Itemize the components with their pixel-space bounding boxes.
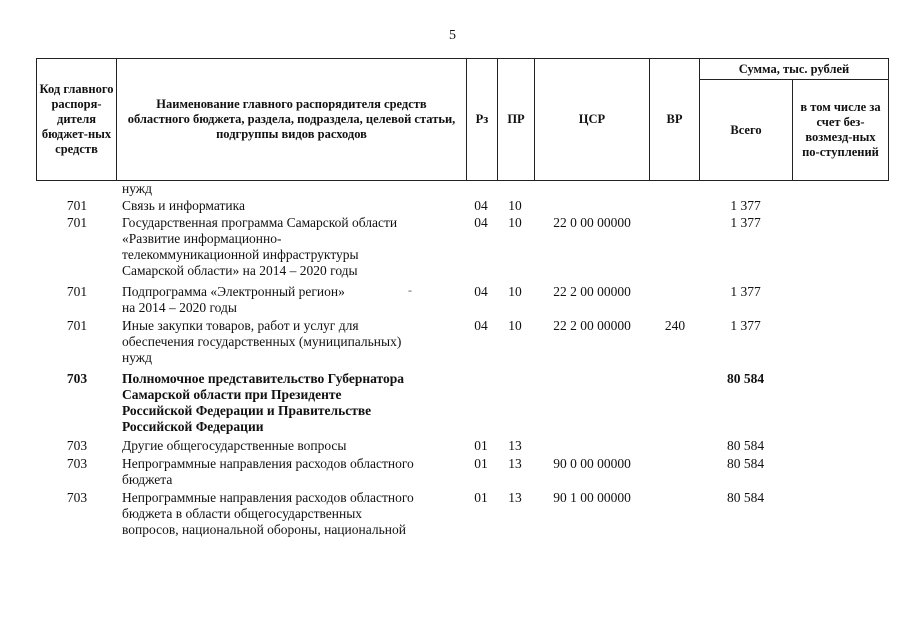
row-name-line: Полномочное представительство Губернатора [122,371,405,386]
row-name-line: Другие общегосударственные вопросы [122,438,347,453]
row-name-line: Подпрограмма «Электронный регион» [122,284,345,299]
row-rz: 04 [474,198,488,213]
header-total [699,79,793,181]
row-name [122,284,468,316]
row-code: 701 [66,318,88,333]
row-pr: 10 [508,198,522,213]
row-name [122,438,468,454]
row-name-line: вопросов, национальной обороны, национальной [122,522,406,537]
row-name [122,490,468,538]
header-code-label: Код главного распоря-дителя бюджет-ных средств [39,82,114,156]
row-name [122,318,468,366]
row-code: 701 [66,215,88,230]
row-name-line: нужд [122,350,152,365]
row-code: 701 [66,284,88,299]
row-csr: 22 2 00 00000 [553,318,631,333]
row-name-line: Государственная программа Самарской области [122,215,398,230]
row-name-line: Иные закупки товаров, работ и услуг для [122,318,359,333]
row-name-line: «Развитие информационно- [122,231,282,246]
row-rz: 01 [474,490,488,505]
row-name [122,215,468,279]
row-rz: 04 [474,318,488,333]
row-name [122,456,468,488]
row-pr: 10 [508,284,522,299]
row-name-line: на 2014 – 2020 годы [122,300,237,315]
row-rz: 01 [474,456,488,471]
row-name-line: телекоммуникационной инфраструктуры [122,247,359,262]
row-total: 1 377 [730,318,761,333]
row-name-line: Самарской области» на 2014 – 2020 годы [122,263,358,278]
row-name-line: Российской Федерации [122,419,264,434]
row-code: 703 [66,438,88,453]
row-name-line: нужд [122,181,152,196]
row-rz: 04 [474,215,488,230]
row-total: 80 584 [726,371,765,386]
row-name-line: бюджета в области общегосударственных [122,506,363,521]
row-name-line: Непрограммные направления расходов областного [122,456,414,471]
header-csr [534,58,650,181]
row-total: 1 377 [730,215,761,230]
row-csr: 22 2 00 00000 [553,284,631,299]
row-csr: 90 1 00 00000 [553,490,631,505]
header-total-label: Всего [730,122,762,137]
row-pr: 10 [508,318,522,333]
row-pr: 13 [508,438,522,453]
header-sum-group-label: Сумма, тыс. рублей [738,61,850,76]
row-total: 1 377 [730,198,761,213]
row-name [122,181,468,197]
header-code [36,58,117,181]
header-pr [497,58,535,181]
row-total: 80 584 [726,438,765,453]
header-pr-label: ПР [507,112,525,126]
row-total: 80 584 [726,490,765,505]
row-name [122,371,468,435]
header-sum-group [699,58,889,80]
row-pr: 13 [508,456,522,471]
row-name-line: обеспечения государственных (муниципальных) [122,334,402,349]
row-name-line: Связь и информатика [122,198,245,213]
header-name-label: Наименование главного распорядителя средств областного бюджета, раздела, подраздела, целевой статьи, подгруппы видов расходов [127,97,456,141]
row-name-line: Непрограммные направления расходов областного [122,490,414,505]
row-rz: 04 [474,284,488,299]
header-vr-label: ВР [666,112,683,126]
header-csr-label: ЦСР [578,112,606,126]
header-name [116,58,467,181]
header-vr [649,58,700,181]
row-total: 1 377 [730,284,761,299]
row-pr: 10 [508,215,522,230]
header-incl [792,79,889,181]
row-code: 703 [66,371,88,386]
row-pr: 13 [508,490,522,505]
header-incl-label: в том числе за счет без-возмезд-ных по-ступлений [800,100,881,159]
header-rz [466,58,498,181]
row-total: 80 584 [726,456,765,471]
row-csr: 22 0 00 00000 [553,215,631,230]
page-number: 5 [449,28,456,43]
row-code: 703 [66,456,88,471]
row-name-line: Российской Федерации и Правительстве [122,403,372,418]
row-name-line: бюджета [122,472,173,487]
header-rz-label: Рз [475,112,489,126]
row-code: 703 [66,490,88,505]
row-csr: 90 0 00 00000 [553,456,631,471]
row-vr: 240 [664,318,686,333]
row-name-line: Самарской области при Президенте [122,387,342,402]
scan-dash: - [408,283,412,297]
row-code: 701 [66,198,88,213]
row-rz: 01 [474,438,488,453]
row-name [122,198,468,214]
